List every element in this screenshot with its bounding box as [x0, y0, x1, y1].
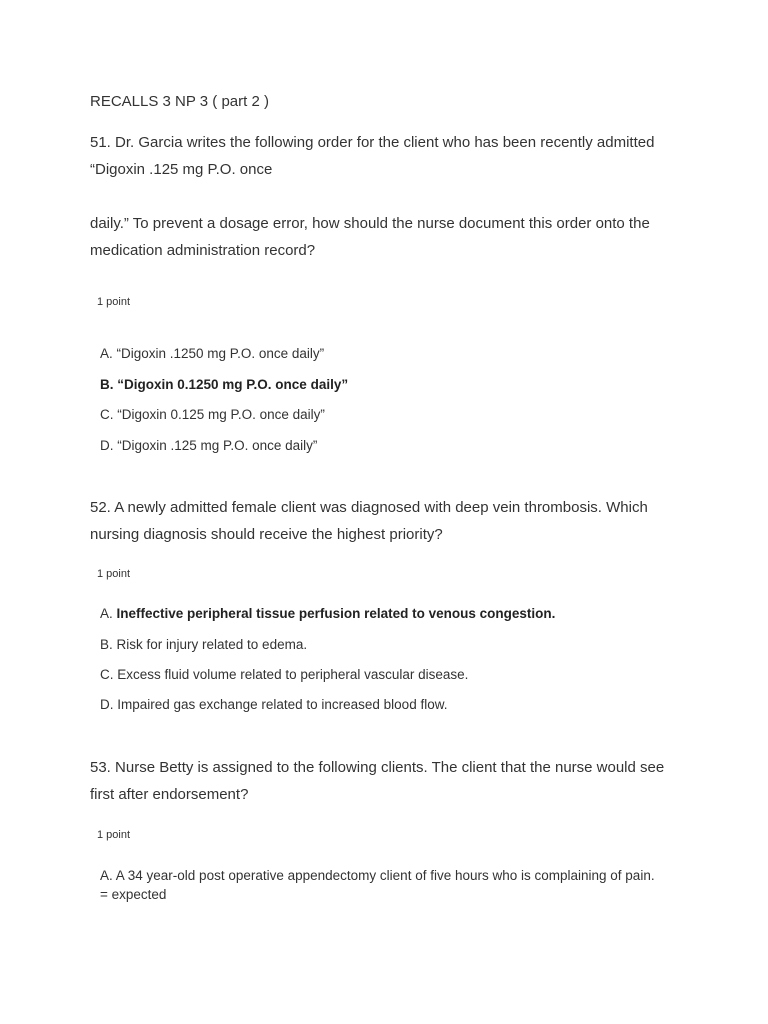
- question-51-stem-line: 51. Dr. Garcia writes the following order for the client who has been recently admitted: [90, 134, 655, 151]
- question-53-stem-line: first after endorsement?: [90, 786, 249, 803]
- question-52-points: 1 point: [97, 568, 131, 580]
- option-text-bold: Ineffective peripheral tissue perfusion related to venous congestion.: [116, 606, 556, 621]
- option-prefix: A.: [100, 606, 113, 621]
- question-52-stem: [90, 494, 690, 548]
- question-52-option-b[interactable]: B. Risk for injury related to edema.: [100, 637, 308, 652]
- option-line: A. A 34 year-old post operative appendectomy client of five hours who is complaining of pain.: [100, 868, 655, 883]
- question-51-stem-line: medication administration record?: [90, 242, 316, 259]
- question-53-stem-line: 53. Nurse Betty is assigned to the following clients. The client that the nurse would see: [90, 759, 665, 776]
- question-51-stem-part1: [90, 129, 690, 183]
- question-52-option-a-correct[interactable]: [100, 605, 555, 623]
- question-51-stem-part2: [90, 210, 690, 264]
- question-53-option-a[interactable]: [100, 866, 690, 904]
- option-line: = expected: [100, 887, 167, 902]
- question-51-points: 1 point: [97, 296, 131, 308]
- question-53-points: 1 point: [97, 829, 131, 841]
- question-51-option-c[interactable]: C. “Digoxin 0.125 mg P.O. once daily”: [100, 407, 325, 422]
- question-52-option-d[interactable]: D. Impaired gas exchange related to increased blood flow.: [100, 697, 448, 712]
- question-52-stem-line: 52. A newly admitted female client was diagnosed with deep vein thrombosis. Which: [90, 499, 648, 516]
- document-title: RECALLS 3 NP 3 ( part 2 ): [90, 93, 269, 110]
- question-51-option-b-correct[interactable]: B. “Digoxin 0.1250 mg P.O. once daily”: [100, 377, 349, 392]
- question-51-stem-line: daily.” To prevent a dosage error, how should the nurse document this order onto the: [90, 215, 650, 232]
- question-52-stem-line: nursing diagnosis should receive the highest priority?: [90, 526, 443, 543]
- question-51-stem-line: “Digoxin .125 mg P.O. once: [90, 161, 273, 178]
- question-51-option-a[interactable]: A. “Digoxin .1250 mg P.O. once daily”: [100, 346, 325, 361]
- question-52-option-c[interactable]: C. Excess fluid volume related to peripheral vascular disease.: [100, 667, 469, 682]
- question-51-option-d[interactable]: D. “Digoxin .125 mg P.O. once daily”: [100, 438, 318, 453]
- question-53-stem: [90, 754, 690, 808]
